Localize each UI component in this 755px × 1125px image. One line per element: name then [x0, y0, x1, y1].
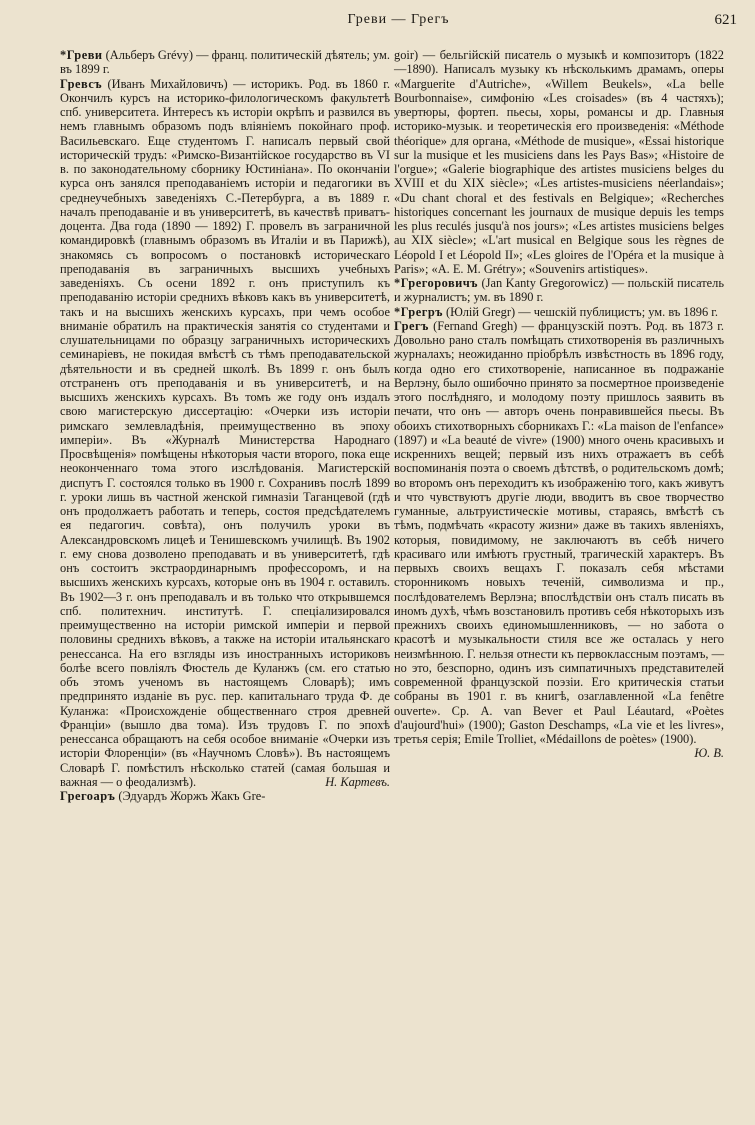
- entry-headword: *Грегоровичъ: [394, 276, 479, 290]
- entry-signature: Ю. В.: [694, 746, 724, 761]
- entry-headword: *Грегръ: [394, 304, 443, 319]
- entry-text: (Юлій Gregr) — чешскій публицистъ; ум. въ 1896 г.: [442, 304, 719, 319]
- entry-headword: Грегоаръ: [60, 789, 116, 803]
- entry: [60, 789, 390, 803]
- page-number: 621: [714, 12, 737, 28]
- entry-text: (Иванъ Михайловичъ) — историкъ. Род. въ 1860 г. Окончилъ курсъ на историко-филологическомъ факультетѣ спб. университета. Интересъ къ исторіи окрѣпъ и развился въ немъ главнымъ образомъ подъ вліяніемъ покойнаго проф. Васильевскаго. Еще студентомъ Г. написалъ первый свой историческій трудъ: «Римско-Византійское государство въ VI в. по законодательному сборнику Юстиніана». По окончаніи курса онъ занялся преподаваніемъ исторіи и педагогики въ среднеучебныхъ заведеніяхъ С.-Петербурга, а въ 1889 г. началъ преподаваніе и въ университетѣ, въ качествѣ приватъ-доцента. Два года (1890 — 1892) Г. провелъ въ заграничной командировкѣ (главнымъ образомъ въ Италіи и въ Парижѣ), знакомясь съ вопросомъ о постановкѣ историческаго преподаванія въ заграничныхъ высшихъ учебныхъ заведеніяхъ. Съ осени 1892 г. онъ приступилъ къ преподаванію исторіи среднихъ вѣковъ какъ въ университетѣ, такъ и на высшихъ женскихъ курсахъ, при чемъ особое вниманіе обратилъ на практическія занятія со студентами и слушательницами по образцу заграничныхъ историческихъ семинаріевъ, не покидая вмѣстѣ съ тѣмъ преподавательской дѣятельности и въ средней школѣ. Въ 1899 г. онъ былъ отстраненъ отъ преподаванія и въ университетѣ, и на высшихъ женскихъ курсахъ. Въ томъ же году онъ издалъ свою магистерскую диссертацію: «Очерки изъ исторіи римскаго землевладѣнія, преимущественно въ эпоху имперіи». Въ «Журналѣ Министерства Народнаго Просвѣщенія» помѣщены нѣкоторыя части второго, пока еще неоконченнаго тома этого изслѣдованія. Магистерскій диспутъ Г. состоялся только въ 1900 г. Сохранивъ послѣ 1899 г. уроки лишь въ частной женской гимназіи Таганцевой (гдѣ онъ продолжаетъ работать и теперь, состоя предсѣдателемъ ея педагогич. совѣта), онъ получилъ уроки въ Александровскомъ лицеѣ и Тенишевскомъ училищѣ. Въ 1902 г. ему снова дозволено преподавать и въ университетѣ, гдѣ онъ состоитъ экстраординарнымъ профессоромъ, и на высшихъ женскихъ курсахъ, которые онъ въ 1904 г. оставилъ. Въ 1902—3 г. онъ преподавалъ и въ только что открывшемся спб. политехнич. институтѣ. Г. спеціализировался преимущественно на исторіи римской имперіи и первой половины среднихъ вѣковъ, а также на исторіи итальянскаго ренессанса. На его взгляды изъ иностранныхъ историковъ болѣе всего повліялъ Фюстель де Куланжъ (см. его статью объ этомъ ученомъ въ настоящемъ Словарѣ); имъ предпринято изданіе въ рус. пер. капитальнаго труда Ф. де Куланжа: «Происхожденіе общественнаго строя древней Франціи» (вышло два тома). Изъ трудовъ Г. по эпохѣ ренессанса обращаютъ на себя особое вниманіе «Очерки изъ исторіи Флоренціи» (въ «Научномъ Словѣ»). Въ настоящемъ Словарѣ Г. помѣстилъ нѣсколько статей (самая большая и важная — о феодализмѣ).: [60, 76, 390, 789]
- left-column: [60, 48, 390, 803]
- entry-headword: Грегъ: [394, 318, 429, 333]
- entry-text: (Эдуардъ Жоржъ Жакъ Gre-: [115, 789, 266, 803]
- entry-text: (Jan Kanty Gregorowicz) — польскій писатель и журналистъ; ум. въ 1890 г.: [394, 276, 724, 305]
- page-header: [60, 8, 737, 34]
- entry-text: (Альберъ Grévy) — франц. политическій дѣятель; ум. въ 1899 г.: [60, 48, 390, 77]
- running-head: Греви — Грегъ: [347, 12, 450, 27]
- entry: [394, 318, 724, 761]
- entry-continuation: [394, 48, 724, 276]
- entry: [394, 305, 724, 319]
- entry-headword: Гревсъ: [60, 76, 103, 91]
- entry-text: goir) — бельгійскій писатель о музыкѣ и композиторъ (1822—1890). Написалъ музыку къ нѣсколькимъ драмамъ, оперы «Marguerite d'Autriche», «Willem Beukels», «La belle Bourbonnaise», симфонію «Les croisades» (въ 4 частяхъ); увертюры, фортеп. пьесы, хоры, романсы и др. Главныя историко-музык. и теоретическія его произведенія: «Méthode théorique» для органа, «Méthode de musique», «Essai historique sur la musique et les musiciens dans les Pays Bas»; «Histoire de l'orgue»; «Galerie biographique des artistes musiciens belges du XVIII et du XIX siècle»; «Les artistes-musiciens néerlandais»; «Du chant choral et des festivals en Belgique»; «Recherches historiques concernant les journaux de musique depuis les temps les plus reculés jusqu'à nos jours»; «Les artistes musiciens belges au XIX siècle»; «L'art musical en Belgique sous les règnes de Léopold I et Léopold II»; «Les gloires de l'Opéra et la musique à Paris»; «A. E. M. Grétry»; «Souvenirs artistiques».: [394, 48, 724, 276]
- entry-signature: Н. Картевъ.: [325, 774, 390, 789]
- right-column: [394, 48, 724, 761]
- entry-headword: *Греви: [60, 48, 103, 62]
- entry-text: (Fernand Gregh) — французскій поэтъ. Род. въ 1873 г. Довольно рано сталъ помѣщать стихотворенія въ различныхъ журналахъ; неожиданно пріобрѣлъ извѣстность въ 1896 году, когда одно его стихотвореніе, написанное въ подражаніе Верлэну, было ошибочно принято за посмертное произведеніе этого послѣдняго, и молодому поэту пришлось заявить въ печати, что онъ — авторъ очень понравившейся пьесы. Въ обоихъ стихотворныхъ сборникахъ Г.: «La maison de l'enfance» (1897) и «La beauté de vivre» (1900) много очень красивыхъ и искреннихъ вещей; первый изъ нихъ отражаетъ въ себѣ воспоминанія поэта о своемъ дѣтствѣ, о родительскомъ домѣ; во второмъ онъ переходитъ къ изображенію того, какъ живутъ и что чувствуютъ другіе люди, вводитъ въ свое творчество гуманные, альтруистическіе мотивы, стараясь, вмѣстѣ съ тѣмъ, подмѣчать «красоту жизни» даже въ такихъ явленіяхъ, которыя, повидимому, не заключаютъ въ себѣ ничего красиваго или имѣютъ грустный, трагическій характеръ. Въ первыхъ своихъ вещахъ Г. показалъ себя мѣстами сторонникомъ новыхъ теченій, символизма и пр., послѣдователемъ Верлэна; впослѣдствіи онъ сталъ писать въ иномъ духѣ, чѣмъ возстановилъ противъ себя нѣкоторыхъ изъ прежнихъ своихъ единомышленниковъ, — но забота о красотѣ и музыкальности стиля все же осталась у него неизмѣнною. Г. нельзя отнести къ первоклассным поэтамъ, — но это, безспорно, одинъ изъ симпатичныхъ представителей современной французской поэзіи. Его критическія статьи собраны въ 1901 г. въ книгѣ, озаглавленной «La fenêtre ouverte». Ср. A. van Bever et Paul Léautard, «Poètes d'aujourd'hui» (1900); Gaston Deschamps, «La vie et les livres», третья серія; Emile Trolliet, «Médaillons de poètes» (1900).: [394, 318, 724, 746]
- entry: [60, 77, 390, 790]
- entry: [394, 276, 724, 305]
- entry: [60, 48, 390, 77]
